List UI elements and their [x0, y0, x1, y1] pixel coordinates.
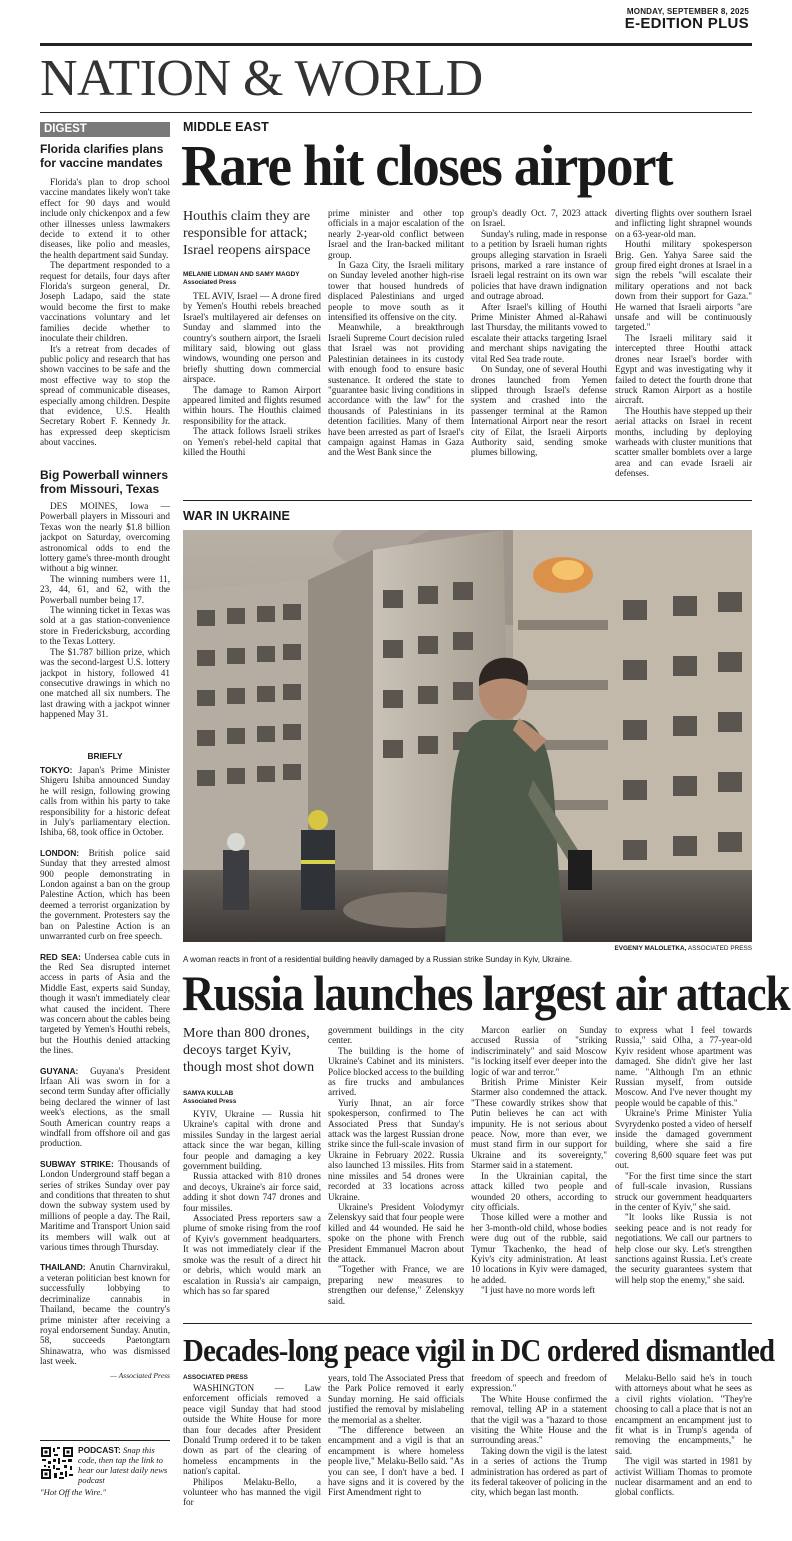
ukraine-headline: Russia launches largest air attack	[182, 965, 790, 1021]
paragraph: "Together with France, we are preparing new measures to strengthen our defense," Zelenskyy said.	[328, 1264, 464, 1306]
brief-text: Anutin Charnvirakul, a veteran politician best known for successfully lobbying to decriminalize cannabis in Thailand, became the country's prime minister after receiving a royal endorsement Sunday. Anutin, 58, succeeds Paetongtarn Shinawatra, who was dismissed last week.	[40, 1262, 170, 1367]
brief-lead: RED SEA:	[40, 951, 81, 962]
paragraph: Ukraine's Prime Minister Yulia Svyrydenko posted a video of herself inside the damaged government building, where she said a fire covering 8,600 square feet was put out.	[615, 1108, 752, 1171]
brief-lead: LONDON:	[40, 847, 80, 858]
brief-item	[40, 952, 170, 1056]
digest-headline-vaccine: Florida clarifies plans for vaccine mandates	[40, 142, 164, 170]
paragraph: Houthi military spokesperson Brig. Gen. Yahya Saree said the group fired eight drones at Israel in a sign the rebels "will escalate their military operations and not back down from their support for Gaza." He warned that Israeli airports "are unsafe and will be continuously targeted."	[615, 239, 752, 333]
paragraph: The White House confirmed the removal, telling AP in a statement that the vigil was a "hazard to those visiting the White House and the surrounding areas."	[471, 1393, 607, 1446]
qr-code-icon[interactable]	[40, 1446, 74, 1480]
paragraph: Associated Press reporters saw a plume of smoke rising from the roof of Kyiv's government headquarters. It was not immediately clear if the smoke was the result of a direct hit or debris, which would mark an escalation in Russia's air campaign, which has so far spared	[183, 1213, 321, 1296]
section-rule	[183, 1323, 752, 1324]
brief-lead: SUBWAY STRIKE:	[40, 1158, 114, 1169]
brief-lead: GUYANA:	[40, 1065, 79, 1076]
paragraph: Marcon earlier on Sunday accused Russia of "striking indiscriminately" and said Moscow "is locking itself ever deeper into the logic of war and terror."	[471, 1025, 607, 1077]
digest-label	[40, 122, 170, 137]
brief-item	[40, 848, 170, 942]
section-title: NATION & WORLD	[40, 50, 483, 107]
paragraph: After Israel's killing of Houthi Prime Minister Ahmed al-Rahawi last Thursday, the militants vowed to escalate their attacks targeting Israel and merchant ships navigating the vital Red Sea trade route.	[471, 301, 607, 364]
digest-story-powerball	[40, 501, 170, 749]
brief-text: Guyana's President Irfaan Ali was sworn in for a second term Sunday after officially being declared the winner of last week's elections, as the small South American country reaps a windfall from offshore oil and gas production.	[40, 1065, 170, 1149]
photo-caption: A woman reacts in front of a residential building heavily damaged by a Russian strike Sunday in Kyiv, Ukraine.	[183, 955, 572, 964]
edition-label: E-EDITION PLUS	[624, 15, 749, 32]
paragraph: The department responded to a request for details, four days after Florida's surgeon general, Dr. Joseph Ladapo, said the state would become the first to make vaccinations voluntary and let families decide whether to inoculate their children.	[40, 260, 170, 344]
podcast-title[interactable]: "Hot Off the Wire."	[40, 1487, 107, 1497]
brief-lead: THAILAND:	[40, 1262, 86, 1273]
paragraph: freedom of speech and freedom of expression."	[471, 1373, 607, 1394]
paragraph: TEL AVIV, Israel — A drone fired by Yemen's Houthi rebels breached Israel's multilayered air defenses on Sunday and slammed into the country's southern airport, the Israeli military said, blowing out glass windows, wounding one person and briefly shutting down commercial airspace.	[183, 291, 321, 385]
photo-credit-org: ASSOCIATED PRESS	[686, 945, 752, 952]
brief-text: British police said Sunday that they arrested almost 900 people demonstrating in London against a ban on the group Palestine Action, which has been deemed a terrorist organization by the government. Protesters say the ban on Palestine Action is an unwarranted curb on free speech.	[40, 847, 170, 942]
brief-item	[40, 1262, 170, 1366]
brief-item	[40, 765, 170, 838]
ukraine-deck: More than 800 drones, decoys target Kyiv, though most shot down	[183, 1026, 315, 1075]
paragraph: government buildings in the city center.	[328, 1025, 464, 1046]
issue-date: MONDAY, SEPTEMBER 8, 2025	[626, 7, 749, 16]
paragraph: "It looks like Russia is not seeking peace and is not ready for negotiations. We call our partners to help close our sky. Let's strengthen sanctions against Russia. Let's create the security guarantees system that will help stop the enemy," she said.	[615, 1212, 752, 1285]
briefly-label: BRIEFLY	[87, 751, 123, 761]
ukraine-byline: SAMYA KULLAB	[183, 1090, 234, 1097]
airport-byline: MELANIE LIDMAN AND SAMY MAGDY	[183, 271, 300, 278]
brief-text: Japan's Prime Minister Shigeru Ishiba announced Sunday he will resign, following growing calls from within his party to take responsibility for a historic defeat in July's parliamentary election. Ishiba, 68, took office in October.	[40, 765, 170, 838]
airport-kicker: MIDDLE EAST	[183, 120, 269, 134]
airport-agency: Associated Press	[183, 279, 237, 286]
paragraph: "The difference between an encampment and a vigil is that an encampment is where homeless people live," Melaku-Bello said. "As you can see, I don't have a bed. I have signs and it is covered by the First Amendment right to	[328, 1425, 464, 1498]
paragraph: WASHINGTON — Law enforcement officials removed a peace vigil Sunday that had stood outside the White House for more than four decades after President Donald Trump ordered it to be taken down as part of the clearing of homeless encampments in the nation's capital.	[183, 1383, 321, 1477]
paragraph: KYIV, Ukraine — Russia hit Ukraine's capital with drone and missiles Sunday in the largest aerial attack since the war began, killing four people and damaging a key government building.	[183, 1109, 321, 1172]
paragraph: Philipos Melaku-Bello, a volunteer who has manned the vigil for	[183, 1476, 321, 1508]
paragraph: diverting flights over southern Israel and inflicting light shrapnel wounds on a 63-year-old man.	[615, 208, 752, 239]
vigil-agency: ASSOCIATED PRESS	[183, 1374, 248, 1381]
paragraph: The winning ticket in Texas was sold at a gas station-convenience store in Fredericksburg, according to the Texas Lottery.	[40, 605, 170, 647]
brief-lead: TOKYO:	[40, 765, 73, 775]
podcast-rule	[40, 1440, 170, 1441]
paragraph: In the Ukrainian capital, the attack killed two people and wounded 20 others, according to city officials.	[471, 1170, 607, 1212]
airport-col-3	[471, 208, 607, 491]
paragraph: Sunday's ruling, made in response to a petition by Israeli human rights groups alleging starvation in Israeli prisons, marked a rare instance of Israeli legal restraint on its own war policies that have drawn indignation and outrage abroad.	[471, 228, 607, 302]
paragraph: Florida's plan to drop school vaccine mandates likely won't take effect for 90 days and would include only chickenpox and a few other illnesses unless lawmakers decide to extend it to other diseases, like polio and measles, the health department said Sunday.	[40, 177, 170, 260]
paragraph: British Prime Minister Keir Starmer also condemned the attack. "These cowardly strikes show that Putin believes he can act with impunity. He is not serious about peace. Now, more than ever, we must stand firm in our support for Ukraine and its sovereignty," Starmer said in a statement.	[471, 1077, 607, 1171]
ukraine-kicker: WAR IN UKRAINE	[183, 509, 290, 523]
paragraph: prime minister and other top officials in a major escalation of the nearly 2-year-old conflict between Israel and the Iran-backed militant group.	[328, 208, 464, 260]
vigil-col-4	[615, 1373, 752, 1523]
paragraph: Russia attacked with 810 drones and decoys, Ukraine's air force said, adding it shot down 747 drones and four missiles.	[183, 1171, 321, 1213]
paragraph: group's deadly Oct. 7, 2023 attack on Israel.	[471, 208, 607, 229]
podcast-text: Snap this code, then tap the link to hear our latest daily news podcast	[78, 1445, 168, 1485]
photo-credit-name: EVGENIY MALOLETKA,	[614, 945, 687, 952]
ukraine-photo	[183, 530, 752, 942]
paragraph: Melaku-Bello said he's in touch with attorneys about what he sees as a civil rights violation. "They're choosing to call a place that is not an encampment an encampment just to fit what is in Trump's agenda of removing the encampments," he said.	[615, 1373, 752, 1456]
paragraph: The attack follows Israeli strikes on Yemen's rebel-held capital that killed the Houthi	[183, 426, 321, 458]
airport-deck: Houthis claim they are responsible for attack; Israel reopens airspace	[183, 209, 311, 258]
ukraine-col-4	[615, 1025, 752, 1317]
digest-story-vaccine	[40, 177, 170, 462]
podcast-lead: PODCAST:	[78, 1445, 121, 1455]
brief-item	[40, 1066, 170, 1149]
brief-item	[40, 1159, 170, 1253]
airport-col-1	[183, 291, 321, 491]
paragraph: The vigil was started in 1981 by activist William Thomas to promote nuclear disarmament and an end to global conflicts.	[615, 1456, 752, 1498]
airport-headline: Rare hit closes airport	[181, 133, 673, 198]
ukraine-agency: Associated Press	[183, 1098, 237, 1105]
brief-credit: — Associated Press	[110, 1370, 170, 1380]
vigil-headline: Decades-long peace vigil in DC ordered dismantled	[183, 1332, 775, 1368]
paragraph: Taking down the vigil is the latest in a series of actions the Trump administration has ordered as part of its federal takeover of policing in the city, which began last month.	[471, 1445, 607, 1498]
paragraph: On Sunday, one of several Houthi drones launched from Yemen slipped through Israel's defense system and crashed into the passenger terminal at the Ramon International Airport near the resort city of Eilat, the Israeli Airports Authority said, sending smoke plumes billowing,	[471, 364, 607, 458]
digest-label-text: DIGEST	[44, 123, 87, 135]
airport-col-4	[615, 208, 752, 491]
section-rule	[183, 500, 752, 501]
brief-text: Thousands of London Underground staff began a series of strikes Sunday over pay and conditions that threaten to shut down the subway system used by millions of people a day. The Rail, Maritime and Transport Union said its members will walk out at various times through Thursday.	[40, 1158, 170, 1253]
paragraph: to express what I feel towards Russia," said Olha, a 77-year-old Kyiv resident whose apartment was damaged. She didn't give her last name. "Although I'm an ethnic Russian myself, from outside Moscow. And I've never thought my people would be capable of this."	[615, 1025, 752, 1108]
paragraph: The Houthis have stepped up their aerial attacks on Israel in recent months, including by deploying warheads with cluster munitions that scatter smaller bomblets over a large area and can evade Israeli air defenses.	[615, 405, 752, 479]
ukraine-col-2	[328, 1025, 464, 1317]
paragraph: years, told The Associated Press that the Park Police removed it early Sunday morning. He said officials justified the removal by mislabeling the memorial as a shelter.	[328, 1373, 464, 1425]
vigil-col-1	[183, 1383, 321, 1523]
paragraph: "I just have no more words left	[481, 1285, 595, 1296]
paragraph: DES MOINES, Iowa — Powerball players in Missouri and Texas won the nearly $1.8 billion jackpot on Saturday, overcoming astronomical odds to end the lottery game's three-month drought without a big winner.	[40, 501, 170, 574]
paragraph: Meanwhile, a breakthrough Israeli Supreme Court decision ruled that Israel was not providing Palestinian detainees in its custody with enough food to ensure basic sustenance. It ordered the state to "guarantee basic living conditions in accordance with the law" for the thousands of Palestinians in its detention facilities. Many of them have been arrested as part of Israel's campaign against Hamas in Gaza and the West Bank since the	[328, 322, 464, 458]
paragraph: The building is the home of Ukraine's Cabinet and its ministers. Police blocked access to the building as fire trucks and ambulances arrived.	[328, 1045, 464, 1098]
paragraph: The Israeli military said it intercepted three Houthi attack drones near Israel's border with Egypt and was investigating why it failed to detect the fourth drone that struck Ramon Airport as a hostile aircraft.	[615, 332, 752, 406]
ukraine-col-3	[471, 1025, 607, 1317]
airport-col-2	[328, 208, 464, 491]
digest-headline-powerball: Big Powerball winners from Missouri, Texas	[40, 468, 169, 496]
paragraph: Ukraine's President Volodymyr Zelenskyy said that four people were killed and 44 wounded. He said he spoke on the phone with French President Emmanuel Macron about the attack.	[328, 1201, 464, 1264]
masthead-rule-bottom	[40, 112, 752, 113]
briefly-list	[40, 765, 170, 1431]
paragraph: The winning numbers were 11, 23, 44, 61, and 62, with the Powerball number being 17.	[40, 573, 170, 605]
paragraph: It's a retreat from decades of public policy and research that has shown vaccines to be safe and the most effective way to stop the spread of communicable diseases, especially among children. Despite that evidence, U.S. Health Secretary Robert F. Kennedy Jr. has expressed deep skepticism about vaccines.	[40, 343, 170, 448]
vigil-col-3	[471, 1373, 607, 1523]
brief-text: Undersea cable cuts in the Red Sea disrupted internet access in parts of Asia and the Middle East, experts said Sunday, though it wasn't immediately clear what caused the incident. There was concern about the cables being targeted by Yemen's Houthi rebels, but the Houthis denied attacking the lines.	[40, 951, 170, 1056]
podcast-promo	[78, 1445, 173, 1485]
ukraine-col-1	[183, 1109, 321, 1317]
paragraph: Yuriy Ihnat, an air force spokesperson, confirmed to The Associated Press that Sunday's attack was the largest Russian drone strike since the full-scale invasion of Ukraine in February 2022. Russia also launched 13 missiles. Hits from nine missiles and 54 drones were recorded at 33 locations across Ukraine.	[328, 1097, 464, 1202]
masthead-rule-top	[40, 43, 752, 46]
vigil-col-2	[328, 1373, 464, 1523]
paragraph: In Gaza City, the Israeli military on Sunday leveled another high-rise tower that housed hundreds of displaced Palestinians and urged people to move south as it intensified its offensive on the city.	[328, 260, 464, 323]
paragraph: "For the first time since the start of full-scale invasion, Russians struck our government headquarters in the center of Kyiv," she said.	[615, 1170, 752, 1212]
paragraph: Those killed were a mother and her 3-month-old child, whose bodies were dug out of the rubble, said Tymur Tkachenko, the head of Kyiv's city administration. At least 10 locations in Kyiv were damaged, he added.	[471, 1212, 607, 1285]
paragraph: The $1.787 billion prize, which was the second-largest U.S. lottery jackpot in history, followed 41 consecutive drawings in which no one matched all six numbers. The last drawing with a jackpot winner happened May 31.	[40, 646, 170, 720]
paragraph: The damage to Ramon Airport appeared limited and flights resumed within hours. The Houthis claimed responsibility for the attack.	[183, 384, 321, 426]
photo-credit	[614, 944, 752, 954]
